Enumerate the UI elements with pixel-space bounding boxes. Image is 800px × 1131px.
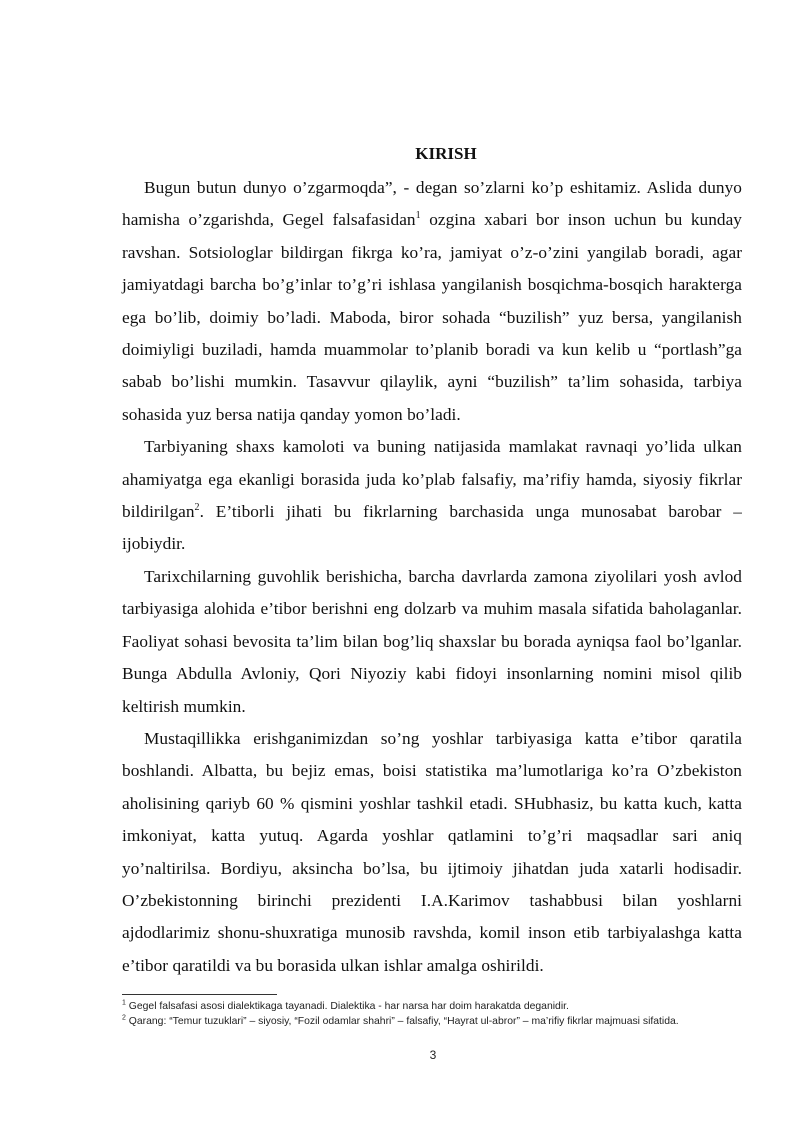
- paragraph-4: Mustaqillikka erishganimizdan so’ng yoshlar tarbiyasiga katta e’tibor qaratila boshlandi. Albatta, bu bejiz emas, boisi statistika ma’lumotlariga ko’ra O’zbekiston aholisining qariyb 60 % qismini yoshlar tashkil etadi. SHubhasiz, bu katta kuch, katta imkoniyat, katta yutuq. Agarda yoshlar qatlamini to’g’ri maqsadlar sari aniq yo’naltirilsa. Bordiyu, aksincha bo’lsa, bu ijtimoiy jihatdan juda xatarli hodisadir. O’zbekistonning birinchi prezidenti I.A.Karimov tashabbusi bilan yoshlarni ajdodlarimiz shonu-shuxratiga munosib ravshda, komil inson etib tarbiyalashga katta e’tibor qaratildi va bu borasida ulkan ishlar amalga oshirildi.: [122, 728, 742, 975]
- footnote-mark: 2: [122, 1014, 126, 1022]
- footnote-reference-2[interactable]: 2: [194, 502, 200, 514]
- paragraph-text: . E’tiborli jihati bu fikrlarning barchasida unga munosabat barobar – ijobiydir.: [122, 502, 742, 554]
- footnote-separator: [122, 994, 277, 995]
- paragraph-1: [122, 172, 742, 431]
- footnote-text: Qarang: “Temur tuzuklari” – siyosiy, “Fozil odamlar shahri” – falsafiy, “Hayrat ul-abror” – ma’rifiy fikrlar majmuasi sifatida.: [125, 1015, 679, 1027]
- paragraph-text: Bugun butun dunyo o’zgarmoqda”, - degan so’zlarni ko’p eshitamiz. Aslida dunyo hamisha o’zgarishda, Gegel falsafasidan: [122, 178, 742, 230]
- document-body: [122, 142, 742, 982]
- paragraph-2: [122, 431, 742, 561]
- footnote-mark: 1: [122, 999, 126, 1007]
- footnotes: [122, 1000, 722, 1029]
- footnote-1: [122, 1000, 722, 1014]
- footnote-reference-1[interactable]: 1: [415, 210, 421, 222]
- footnote-2: [122, 1015, 722, 1029]
- footnote-text: Gegel falsafasi asosi dialektikaga tayanadi. Dialektika - har narsa har doim harakatda deganidir.: [125, 1001, 569, 1012]
- paragraph-text: Tarbiyaning shaxs kamoloti va buning natijasida mamlakat ravnaqi yo’lida ulkan ahamiyatga ega ekanligi borasida juda ko’plab falsafiy, ma’rifiy hamda, siyosiy fikrlar bildirilgan: [122, 437, 742, 522]
- paragraph-text: ozgina xabari bor inson uchun bu kunday ravshan. Sotsiologlar bildirgan fikrga ko’ra, jamiyat o’z-o’zini yangilab boradi, agar jamiyatdagi barcha bo’g’inlar to’g’ri ishlasa yangilanish bosqichma-bosqich harakterga ega bo’lib, doimiy bo’ladi. Maboda, biror sohada “buzilish” yuz bersa, yangilanish doimiyligi buziladi, hamda muammolar to’planib boradi va kun kelib u “portlash”ga sabab bo’lishi mumkin. Tasavvur qilaylik, ayni “buzilish” ta’lim sohasida, tarbiya sohasida yuz bersa natija qanday yomon bo’ladi.: [122, 210, 742, 424]
- page-number: 3: [429, 1048, 437, 1062]
- paragraph-3: Tarixchilarning guvohlik berishicha, barcha davrlarda zamona ziyolilari yosh avlod tarbiyasiga alohida e’tibor berishni eng dolzarb va muhim masala sifatida baholaganlar. Faoliyat sohasi bevosita ta’lim bilan bog’liq shaxslar bu borada ayniqsa faol bo’lganlar. Bunga Abdulla Avloniy, Qori Niyoziy kabi fidoyi insonlarning nomini misol qilib keltirish mumkin.: [122, 566, 742, 716]
- section-heading: KIRISH: [415, 144, 477, 163]
